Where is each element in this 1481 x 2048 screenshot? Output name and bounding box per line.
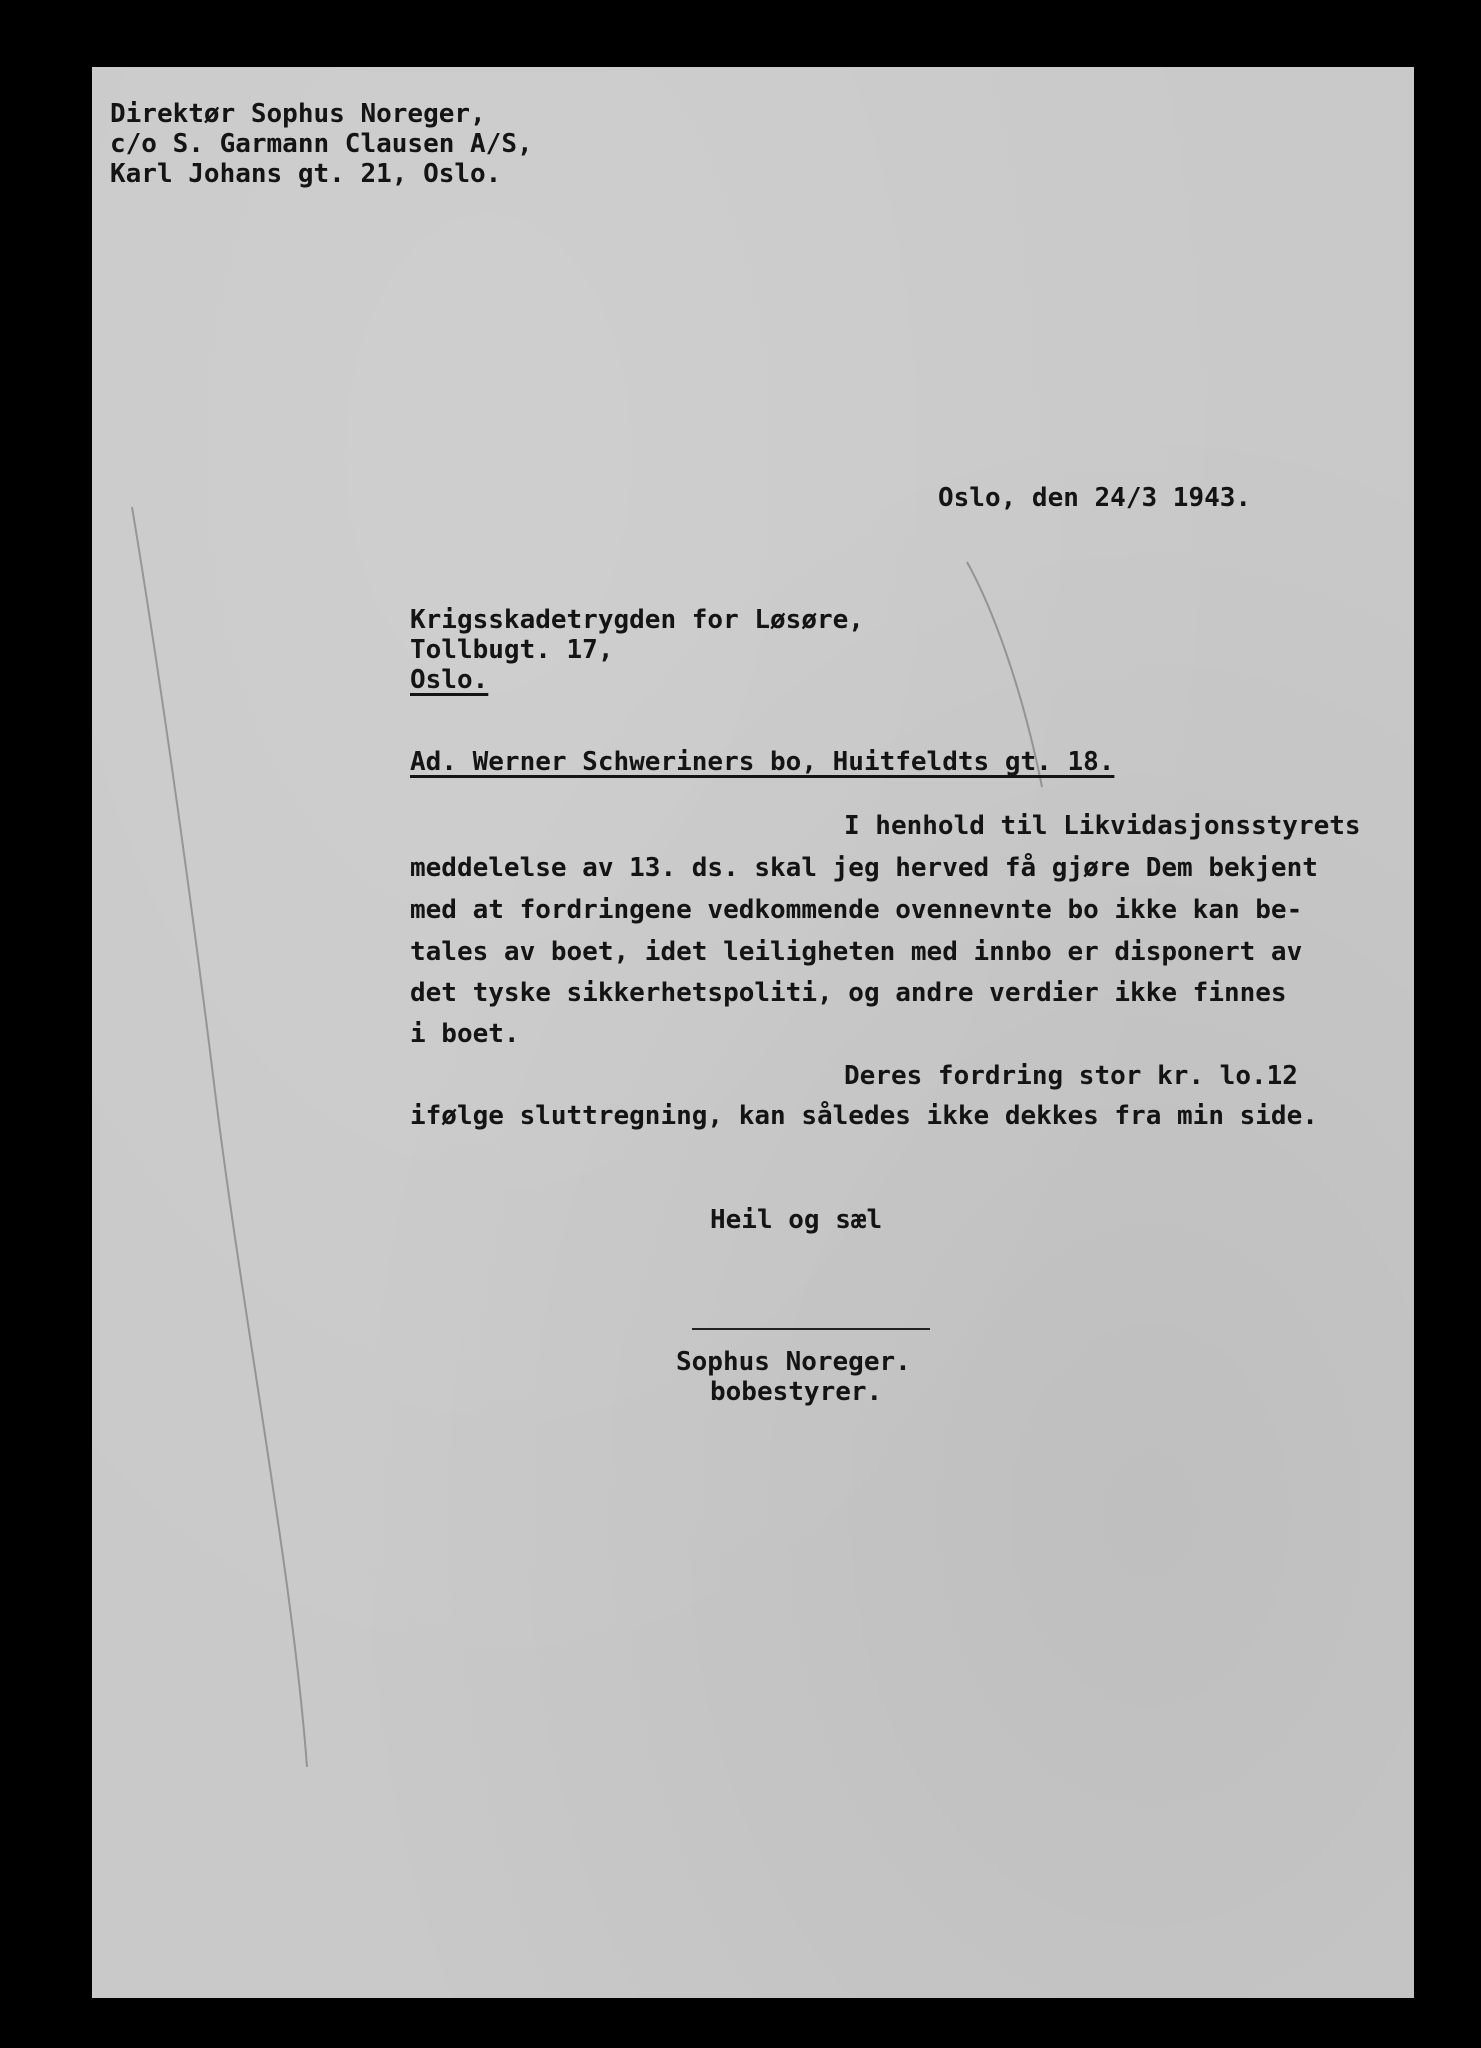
recipient-street: Tollbugt. 17, — [410, 635, 614, 665]
body-line: det tyske sikkerhetspoliti, og andre verdier ikke finnes — [410, 978, 1287, 1008]
letter-page — [92, 67, 1414, 1998]
body-line: Deres fordring stor kr. lo.12 — [844, 1061, 1298, 1091]
recipient-name: Krigsskadetrygden for Løsøre, — [410, 605, 864, 635]
signatory-title: bobestyrer. — [710, 1377, 883, 1407]
page-crease-marks — [92, 67, 1414, 1998]
letter-date: Oslo, den 24/3 1943. — [938, 483, 1252, 513]
sender-address: Karl Johans gt. 21, Oslo. — [110, 159, 502, 189]
sender-company: c/o S. Garmann Clausen A/S, — [110, 129, 533, 159]
body-line: med at fordringene vedkommende ovennevnte bo ikke kan be- — [410, 895, 1303, 925]
sender-name: Direktør Sophus Noreger, — [110, 99, 486, 129]
body-line: i boet. — [410, 1019, 520, 1049]
body-line: meddelelse av 13. ds. skal jeg herved få gjøre Dem bekjent — [410, 853, 1318, 883]
body-line: ifølge sluttregning, kan således ikke dekkes fra min side. — [410, 1101, 1318, 1131]
signatory-name: Sophus Noreger. — [676, 1347, 911, 1377]
body-line: tales av boet, idet leiligheten med innbo er disponert av — [410, 937, 1303, 967]
signature-line — [692, 1328, 930, 1330]
subject-line: Ad. Werner Schweriners bo, Huitfeldts gt. 18. — [410, 747, 1115, 777]
closing-greeting: Heil og sæl — [710, 1205, 883, 1235]
body-line: I henhold til Likvidasjonsstyrets — [844, 811, 1361, 841]
recipient-city: Oslo. — [410, 665, 489, 695]
